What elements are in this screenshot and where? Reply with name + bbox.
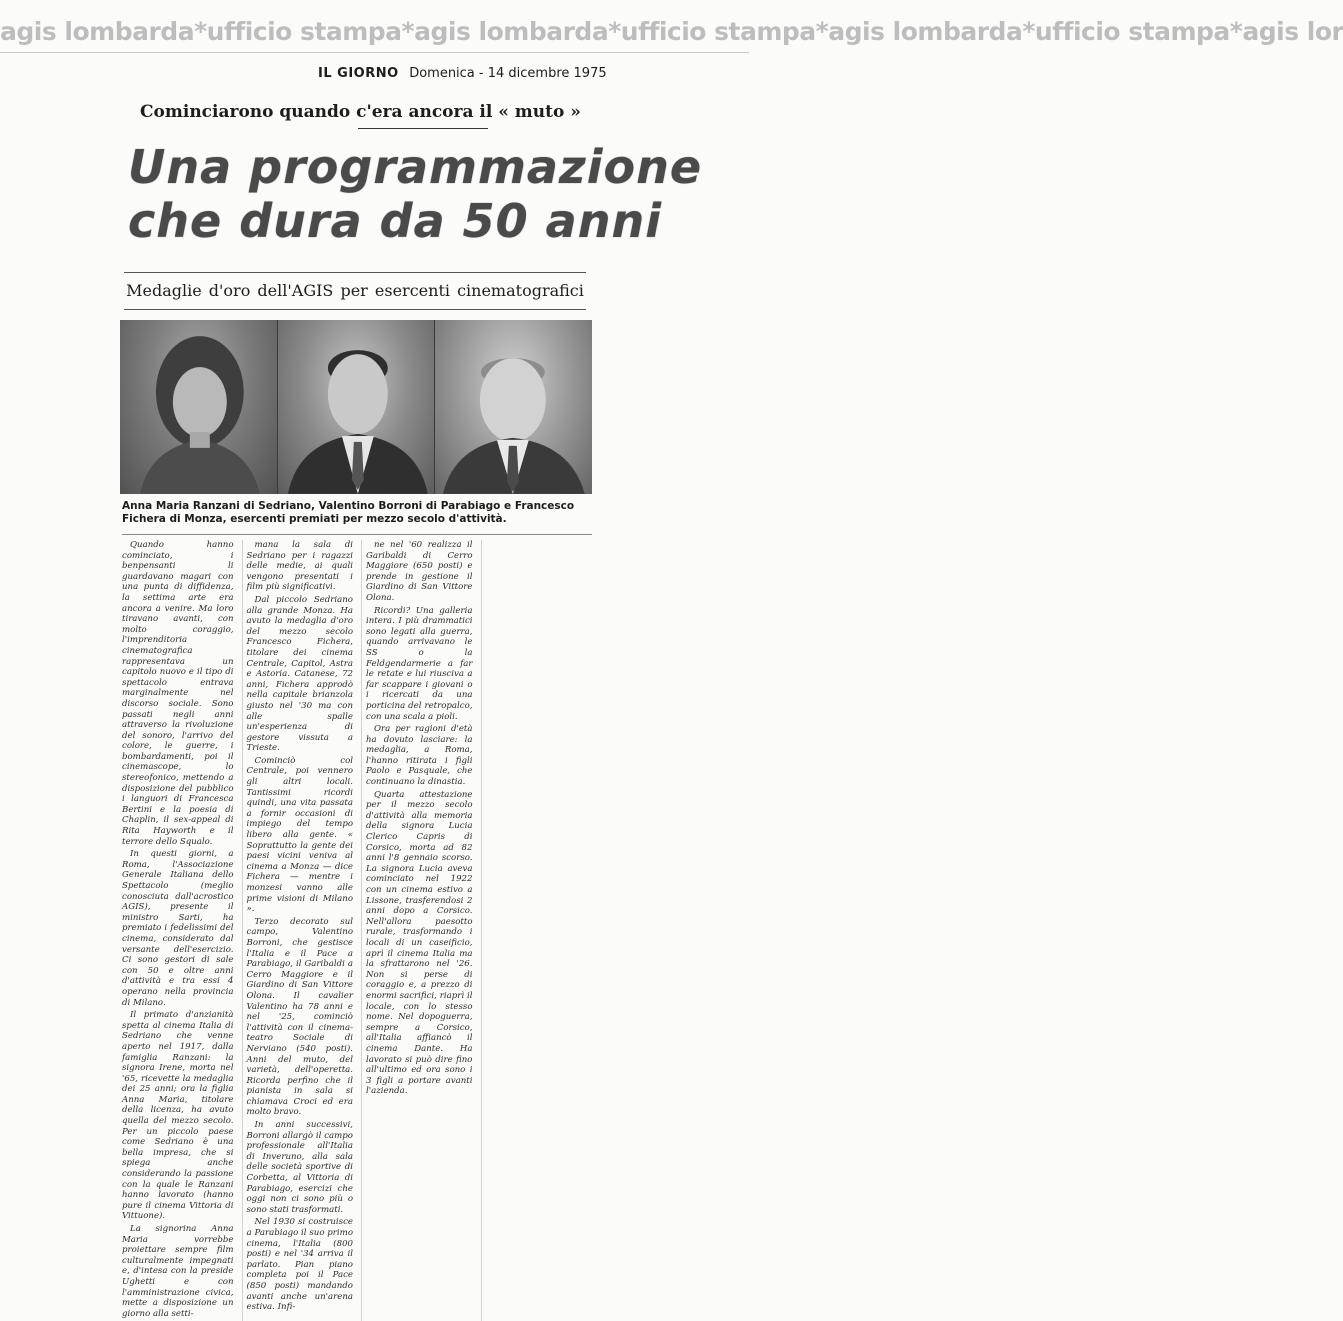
article-paragraph: Ricordi? Una galleria intera. I più drammatici sono legati alla guerra, quando arrivavano le SS o la Feldgendarmerie a far le retate e lui riusciva a far scappare i giovani o i ricercati da una porticina del retropalco, con una scala a pioli.: [366, 605, 473, 722]
band-rule: [0, 52, 749, 53]
photo-ranzani: [120, 320, 278, 494]
kicker-underline: [358, 128, 488, 129]
article-column: [122, 540, 234, 1321]
subhead-rule-bottom: [124, 309, 586, 310]
headline-line-2: che dura da 50 anni: [128, 194, 662, 248]
portrait-woman-icon: [120, 320, 277, 494]
article-column: [242, 540, 354, 1321]
portrait-man-icon: [435, 320, 592, 494]
photo-borroni: [278, 320, 436, 494]
article-paragraph: Cominciò col Centrale, poi vennero gli altri locali. Tantissimi ricordi quindi, una vita passata a fornir occasioni di impiego del tempo libero alla gente. « Soprattutto la gente dei paesi vicini veniva al cinema a Monza — dice Fichera — mentre i monzesi vanno alle prime visioni di Milano ».: [246, 755, 353, 915]
article-paragraph: In anni successivi, Borroni allargò il campo professionale all'Italia di Inveruno, alla sala delle società sportive di Corbetta, al Vittoria di Parabiago, esercizi che oggi non ci sono più o sono stati trasformati.: [246, 1120, 353, 1215]
dateline: [318, 66, 607, 84]
article-paragraph: mana la sala di Sedriano per i ragazzi delle medie, ai quali vengono presentati i film più significativi.: [246, 540, 353, 593]
agis-ufficio-stampa-band: agis lombarda*ufficio stampa*agis lombarda*ufficio stampa*agis lombarda*ufficio stampa*agis lor: [0, 17, 1343, 46]
subhead-rule-top: [124, 272, 586, 273]
article-paragraph: Quarta attestazione per il mezzo secolo d'attività alla memoria della signora Lucia Clerico Capris di Corsico, morta ad 82 anni l'8 gennaio scorso. La signora Lucia aveva cominciato nel 1922 con un cinema estivo a Lissone, trasferendosi 2 anni dopo a Corsico. Nell'allora paesotto rurale, trasformando i locali di un caseificio, aprì il cinema Italia ma la sfrattarono nel '26. Non si perse di coraggio e, a prezzo di enormi sacrifici, riaprì il locale, con lo stesso nome. Nel dopoguerra, sempre a Corsico, all'Italia affiancò il cinema Dante. Ha lavorato si può dire fino all'ultimo ed ora sono i 3 figli a portare avanti l'azienda.: [366, 789, 473, 1097]
article-paragraph: Nel 1930 si costruisce a Parabiago il suo primo cinema, l'Italia (800 posti) e nel '34 arriva il parlato. Pian piano completa poi il Pace (850 posti) mandando avanti anche un'arena estiva. Infi-: [246, 1217, 353, 1313]
article-paragraph: In questi giorni, a Roma, l'Associazione Generale Italiana dello Spettacolo (meglio conosciuta dall'acrostico AGIS), presente il ministro Sarti, ha premiato i fedelissimi del cinema, considerato dal versante dell'esercizio. Ci sono gestori di sale con 50 e oltre anni d'attività e tra essi 4 operano nella provincia di Milano.: [122, 849, 234, 1008]
issue-date: Domenica - 14 dicembre 1975: [409, 66, 607, 81]
article-paragraph: ne nel '60 realizza il Garibaldi di Cerro Maggiore (650 posti) e prende in gestione il Giardino di San Vittore Olona.: [366, 540, 473, 603]
kicker-headline: Cominciarono quando c'era ancora il « muto »: [140, 102, 581, 122]
article-paragraph: La signorina Anna Maria vorrebbe proiettare sempre film culturalmente impegnati e, d'intesa con la preside Ughetti e con l'amministrazione civica, mette a disposizione un giorno alla setti-: [122, 1224, 234, 1319]
article-paragraph: Il primato d'anzianità spetta al cinema Italia di Sedriano che venne aperto nel 1917, dalla famiglia Ranzani: la signora Irene, morta nel '65, ricevette la medaglia dei 25 anni; ora la figlia Anna Maria, titolare della licenza, ha avuto quella del mezzo secolo. Per un piccolo paese come Sedriano è una bella impresa, che si spiega anche considerando la passione con la quale le Ranzani hanno lavorato (hanno pure il cinema Vittoria di Vittuone).: [122, 1010, 234, 1222]
headline-line-1: Una programmazione: [128, 140, 703, 194]
newspaper-name: IL GIORNO: [318, 66, 399, 81]
caption-rule: [122, 534, 592, 535]
article-paragraph: Quando hanno cominciato, i benpensanti li guardavano magari con una punta di diffidenza, la settima arte era ancora a venire. Ma loro tiravano avanti, con molto coraggio, l'imprenditoria cinematografica rappresentava un capitolo nuovo e il tipo di spettacolo entrava marginalmente nel discorso sociale. Sono passati negli anni attraverso la rivoluzione del sonoro, l'arrivo del colore, le guerre, i bombardamenti, poi il cinemascope, lo stereofonico, mettendo a disposizione del pubblico i languori di Francesca Bertini e la poesia di Chaplin, il sex-appeal di Rita Hayworth e il terrore dello Squalo.: [122, 540, 234, 847]
article-paragraph: Terzo decorato sul campo, Valentino Borroni, che gestisce l'Italia e il Pace a Parabiago, il Garibaldi a Cerro Maggiore e il Giardino di San Vittore Olona. Il cavalier Valentino ha 78 anni e nel '25, cominciò l'attività con il cinema-teatro Sociale di Nerviano (540 posti). Anni del muto, del varietà, dell'operetta. Ricorda perfino che il pianista in sala si chiamava Croci ed era molto bravo.: [246, 916, 353, 1118]
photo-fichera: [435, 320, 592, 494]
photo-strip: [120, 320, 592, 494]
article-body: [122, 540, 592, 1319]
article-paragraph: Dal piccolo Sedriano alla grande Monza. Ha avuto la medaglia d'oro del mezzo secolo Francesco Fichera, titolare dei cinema Centrale, Capitol, Astra e Astoria. Catanese, 72 anni, Fichera approdò nella capitale brianzola giusto nel '30 ma con alle spalle un'esperienza di gestore vissuta a Trieste.: [246, 594, 353, 754]
main-headline: [128, 140, 703, 248]
article-column-empty: [481, 540, 593, 1321]
article-column: [361, 540, 473, 1321]
article-paragraph: Ora per ragioni d'età ha dovuto lasciare: la medaglia, a Roma, l'hanno ritirata i figli Paolo e Pasquale, che continuano la dinastia.: [366, 724, 473, 788]
photo-caption: Anna Maria Ranzani di Sedriano, Valentino Borroni di Parabiago e Francesco Fichera di Monza, esercenti premiati per mezzo secolo d'attività.: [122, 500, 575, 525]
subheadline: Medaglie d'oro dell'AGIS per esercenti cinematografici: [126, 281, 584, 300]
portrait-man-icon: [278, 320, 435, 494]
